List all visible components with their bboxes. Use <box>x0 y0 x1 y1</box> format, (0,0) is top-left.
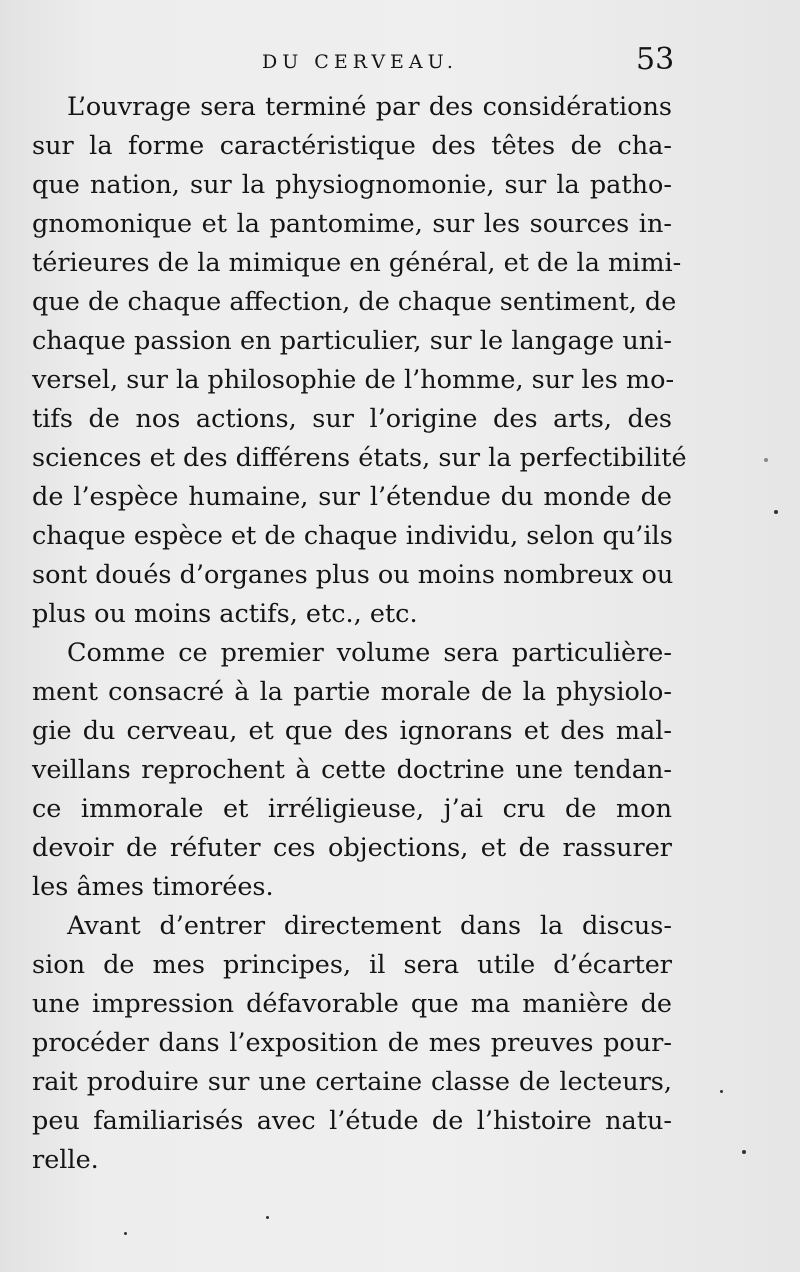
ink-speck <box>720 1090 723 1093</box>
running-head: DU CERVEAU. <box>262 51 458 73</box>
text-line: L’ouvrage sera terminé par des considérations <box>67 92 672 122</box>
body-text <box>32 88 687 1180</box>
text-line: veillans reprochent à cette doctrine une tendan- <box>32 755 672 785</box>
page-number: 53 <box>636 42 675 77</box>
text-line: les âmes timorées. <box>32 872 274 902</box>
paragraph-3 <box>32 907 672 1180</box>
ink-speck <box>266 1216 269 1219</box>
text-line: sont doués d’organes plus ou moins nombreux ou <box>32 560 674 590</box>
text-line: Avant d’entrer directement dans la discus- <box>67 911 672 941</box>
text-line: rait produire sur une certaine classe de lecteurs, <box>32 1067 672 1097</box>
ink-speck <box>764 458 768 462</box>
text-line: tifs de nos actions, sur l’origine des arts, des <box>32 404 672 434</box>
ink-speck <box>774 510 778 514</box>
text-line: relle. <box>32 1145 99 1175</box>
text-line: procéder dans l’exposition de mes preuves pour- <box>32 1028 672 1058</box>
text-line: une impression défavorable que ma manière de <box>32 989 672 1019</box>
text-line: térieures de la mimique en général, et de la mimi- <box>32 248 682 278</box>
text-line: sion de mes principes, il sera utile d’écarter <box>32 950 672 980</box>
ink-speck <box>124 1232 127 1235</box>
text-line: plus ou moins actifs, etc., etc. <box>32 599 418 629</box>
text-line: ment consacré à la partie morale de la physiolo- <box>32 677 672 707</box>
text-line: devoir de réfuter ces objections, et de rassurer <box>32 833 672 863</box>
text-line: ce immorale et irréligieuse, j’ai cru de mon <box>32 794 672 824</box>
text-line: chaque espèce et de chaque individu, selon qu’ils <box>32 521 673 551</box>
text-line: chaque passion en particulier, sur le langage uni- <box>32 326 672 356</box>
text-line: peu familiarisés avec l’étude de l’histoire natu- <box>32 1106 672 1136</box>
text-line: sur la forme caractéristique des têtes de cha- <box>32 131 672 161</box>
text-line: que de chaque affection, de chaque sentiment, de <box>32 287 677 317</box>
text-line: gnomonique et la pantomime, sur les sources in- <box>32 209 672 239</box>
paragraph-2 <box>32 634 672 907</box>
ink-speck <box>742 1150 746 1154</box>
text-line: versel, sur la philosophie de l’homme, sur les mo- <box>32 365 675 395</box>
text-line: gie du cerveau, et que des ignorans et des mal- <box>32 716 672 746</box>
text-line: Comme ce premier volume sera particulière- <box>67 638 672 668</box>
paragraph-1 <box>32 88 687 634</box>
text-line: que nation, sur la physiognomonie, sur la patho- <box>32 170 672 200</box>
text-line: de l’espèce humaine, sur l’étendue du monde de <box>32 482 672 512</box>
text-line: sciences et des différens états, sur la perfectibilité <box>32 443 687 473</box>
